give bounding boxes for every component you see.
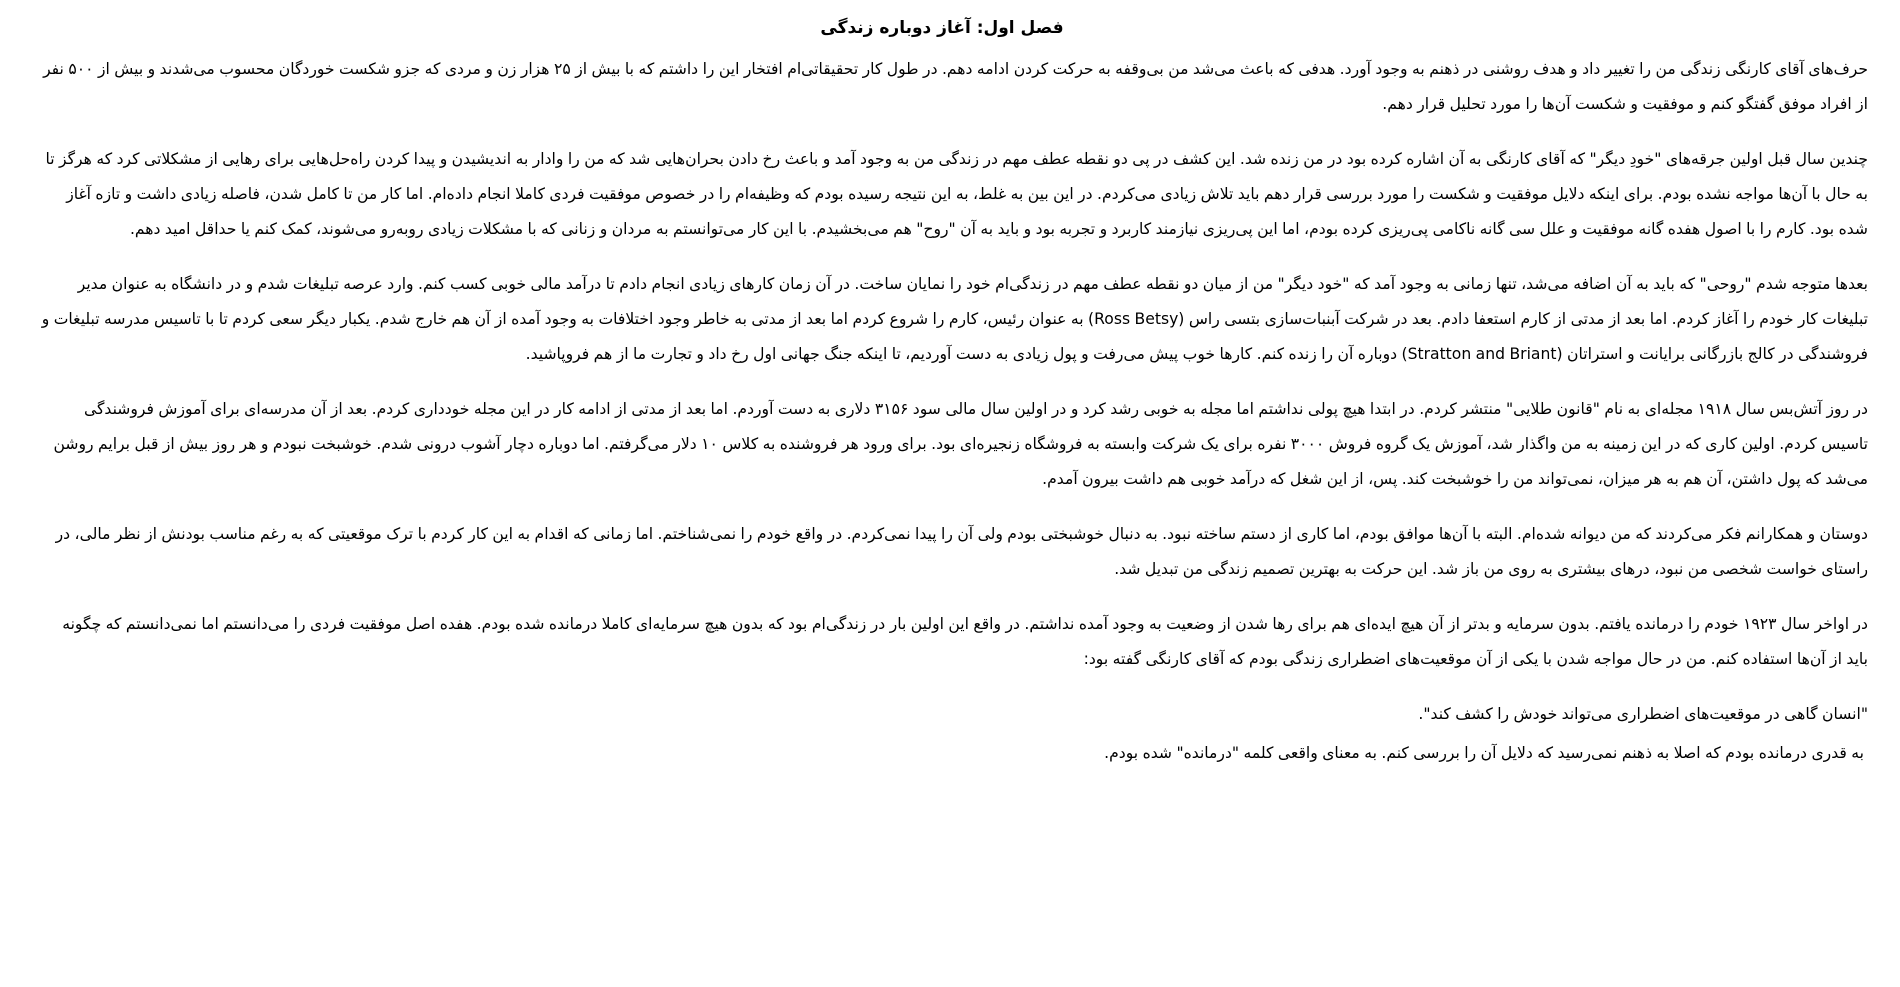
quote-paragraph: "انسان گاهی در موقعیت‌های اضطراری می‌تواند خودش را کشف کند". [1418,705,1868,723]
chapter-title: فصل اول: آغاز دوباره زندگی [820,18,1064,38]
paragraph-3: بعدها متوجه شدم "روحی" که باید به آن اضافه می‌شد، تنها زمانی به وجود آمد که "خود دیگر" من از میان دو نقطه عطف مهم در زندگی‌ام خود را نمایان ساخت. در آن زمان کارهای زیادی انجام دادم تا درآمد مالی خوبی کسب کنم. وارد عرصه تبلیغات شدم و در دانشگاه به عنوان مدیر تبلیغات کار خودم را آغاز کردم. اما بعد از مدتی از کارم استعفا دادم. بعد در شرکت آبنبات‌سازی بتسی راس (Ross Betsy) به عنوان رئیس، کارم را شروع کردم اما بعد از مدتی به خاطر وجود اختلافات به وجود آمده از آن هم خارج شدم. یکبار دیگر سعی کردم تا با تاسیس مدرسه تبلیغات و فروشندگی در کالج بازرگانی برایانت و استراتان (Stratton and Briant) دوباره آن را زنده کنم. کارها خوب پیش می‌رفت و پول زیادی به دست آوردیم، تا اینکه جنگ جهانی اول رخ داد و تجارت ما از هم فروپاشید. [41,275,1868,363]
paragraph-6: در اواخر سال ۱۹۲۳ خودم را درمانده یافتم. بدون سرمایه و بدتر از آن هیچ ایده‌ای هم برای رها شدن از وضعیت به وجود آمده نداشتم. در واقع این اولین بار در زندگی‌ام بود که بدون هیچ سرمایه‌ای کاملا درمانده شده بودم. هفده اصل موفقیت فردی را می‌دانستم اما نمی‌دانستم که چگونه باید از آن‌ها استفاده کنم. من در حال مواجه شدن با یکی از آن موقعیت‌های اضطراری زندگی بودم که آقای کارنگی گفته بود: [62,615,1868,668]
paragraph-8: به قدری درمانده بودم که اصلا به ذهنم نمی‌رسید که دلایل آن را بررسی کنم. به معنای واقعی کلمه "درمانده" شده بودم. [1104,744,1864,762]
paragraph-1: حرف‌های آقای کارنگی زندگی من را تغییر داد و هدف روشنی در ذهنم به وجود آورد. هدفی که باعث می‌شد من بی‌وقفه به حرکت کردن ادامه دهم. در طول کار تحقیقاتی‌ام افتخار این را داشتم که با بیش از ۲۵ هزار زن و مردی که جزو شکست خوردگان محسوب می‌شدند و بیش از ۵۰۰ نفر از افراد موفق گفتگو کنم و موفقیت و شکست آن‌ها را مورد تحلیل قرار دهم. [43,60,1868,113]
paragraph-5: دوستان و همکارانم فکر می‌کردند که من دیوانه شده‌ام. البته با آن‌ها موافق بودم، اما کاری از دستم ساخته نبود. به دنبال خوشبختی بودم ولی آن را پیدا نمی‌کردم. در واقع خودم را نمی‌شناختم. اما زمانی که اقدام به این کار کردم با ترک موقعیتی که به رغم مناسب بودنش از نظر مالی، در راستای خواست شخصی من نبود، درهای بیشتری به روی من باز شد. این حرکت به بهترین تصمیم زندگی من تبدیل شد. [55,525,1868,578]
paragraph-4: در روز آتش‌بس سال ۱۹۱۸ مجله‌ای به نام "قانون طلایی" منتشر کردم. در ابتدا هیچ پولی نداشتم اما مجله به خوبی رشد کرد و در اولین سال مالی سود ۳۱۵۶ دلاری به دست آوردم. اما بعد از مدتی از ادامه کار در این مجله خودداری کردم. بعد از آن مدرسه‌ای برای آموزش فروشندگی تاسیس کردم. اولین کاری که در این زمینه به من واگذار شد، آموزش یک گروه فروش ۳۰۰۰ نفره برای یک شرکت وابسته به فروشگاه زنجیره‌ای بود. برای ورود هر فروشنده به کلاس ۱۰ دلار می‌گرفتم. اما دوباره دچار آشوب درونی شدم. خوشبخت نبودم و هر روز بیش از قبل برایم روشن می‌شد که پول داشتن، آن هم به هر میزان، نمی‌تواند من را خوشبخت کند. پس، از این شغل که درآمد خوبی هم داشت بیرون آمدم. [53,400,1868,488]
paragraph-2: چندین سال قبل اولین جرقه‌های "خودِ دیگر" که آقای کارنگی به آن اشاره کرده بود در من زنده شد. این کشف در پی دو نقطه عطف مهم در زندگی من به وجود آمد و باعث رخ دادن بحران‌هایی شد که من را وادار به اندیشیدن و پیدا کردن راه‌حل‌هایی برای رهایی از مشکلاتی کرد که هرگز تا به حال با آن‌ها مواجه نشده بودم. برای اینکه دلایل موفقیت و شکست را مورد بررسی قرار دهم باید تلاش زیادی می‌کردم. در این بین به غلط، به این نتیجه رسیده بودم که وظیفه‌ام را در خصوص موفقیت فردی کاملا انجام داده‌ام. اما کار من تا کامل شدن، فاصله زیادی داشت و تازه آغاز شده بود. کارم را با اصول هفده گانه موفقیت و علل سی گانه ناکامی پی‌ریزی کرده بودم، اما این پی‌ریزی نیازمند کاربرد و تجربه بود و باید به آن "روح" هم می‌بخشیدم. با این کار می‌توانستم به مردان و زنانی که با مشکلات زیادی روبه‌رو می‌شوند، کمک کنم یا حداقل امید دهم. [45,150,1868,238]
